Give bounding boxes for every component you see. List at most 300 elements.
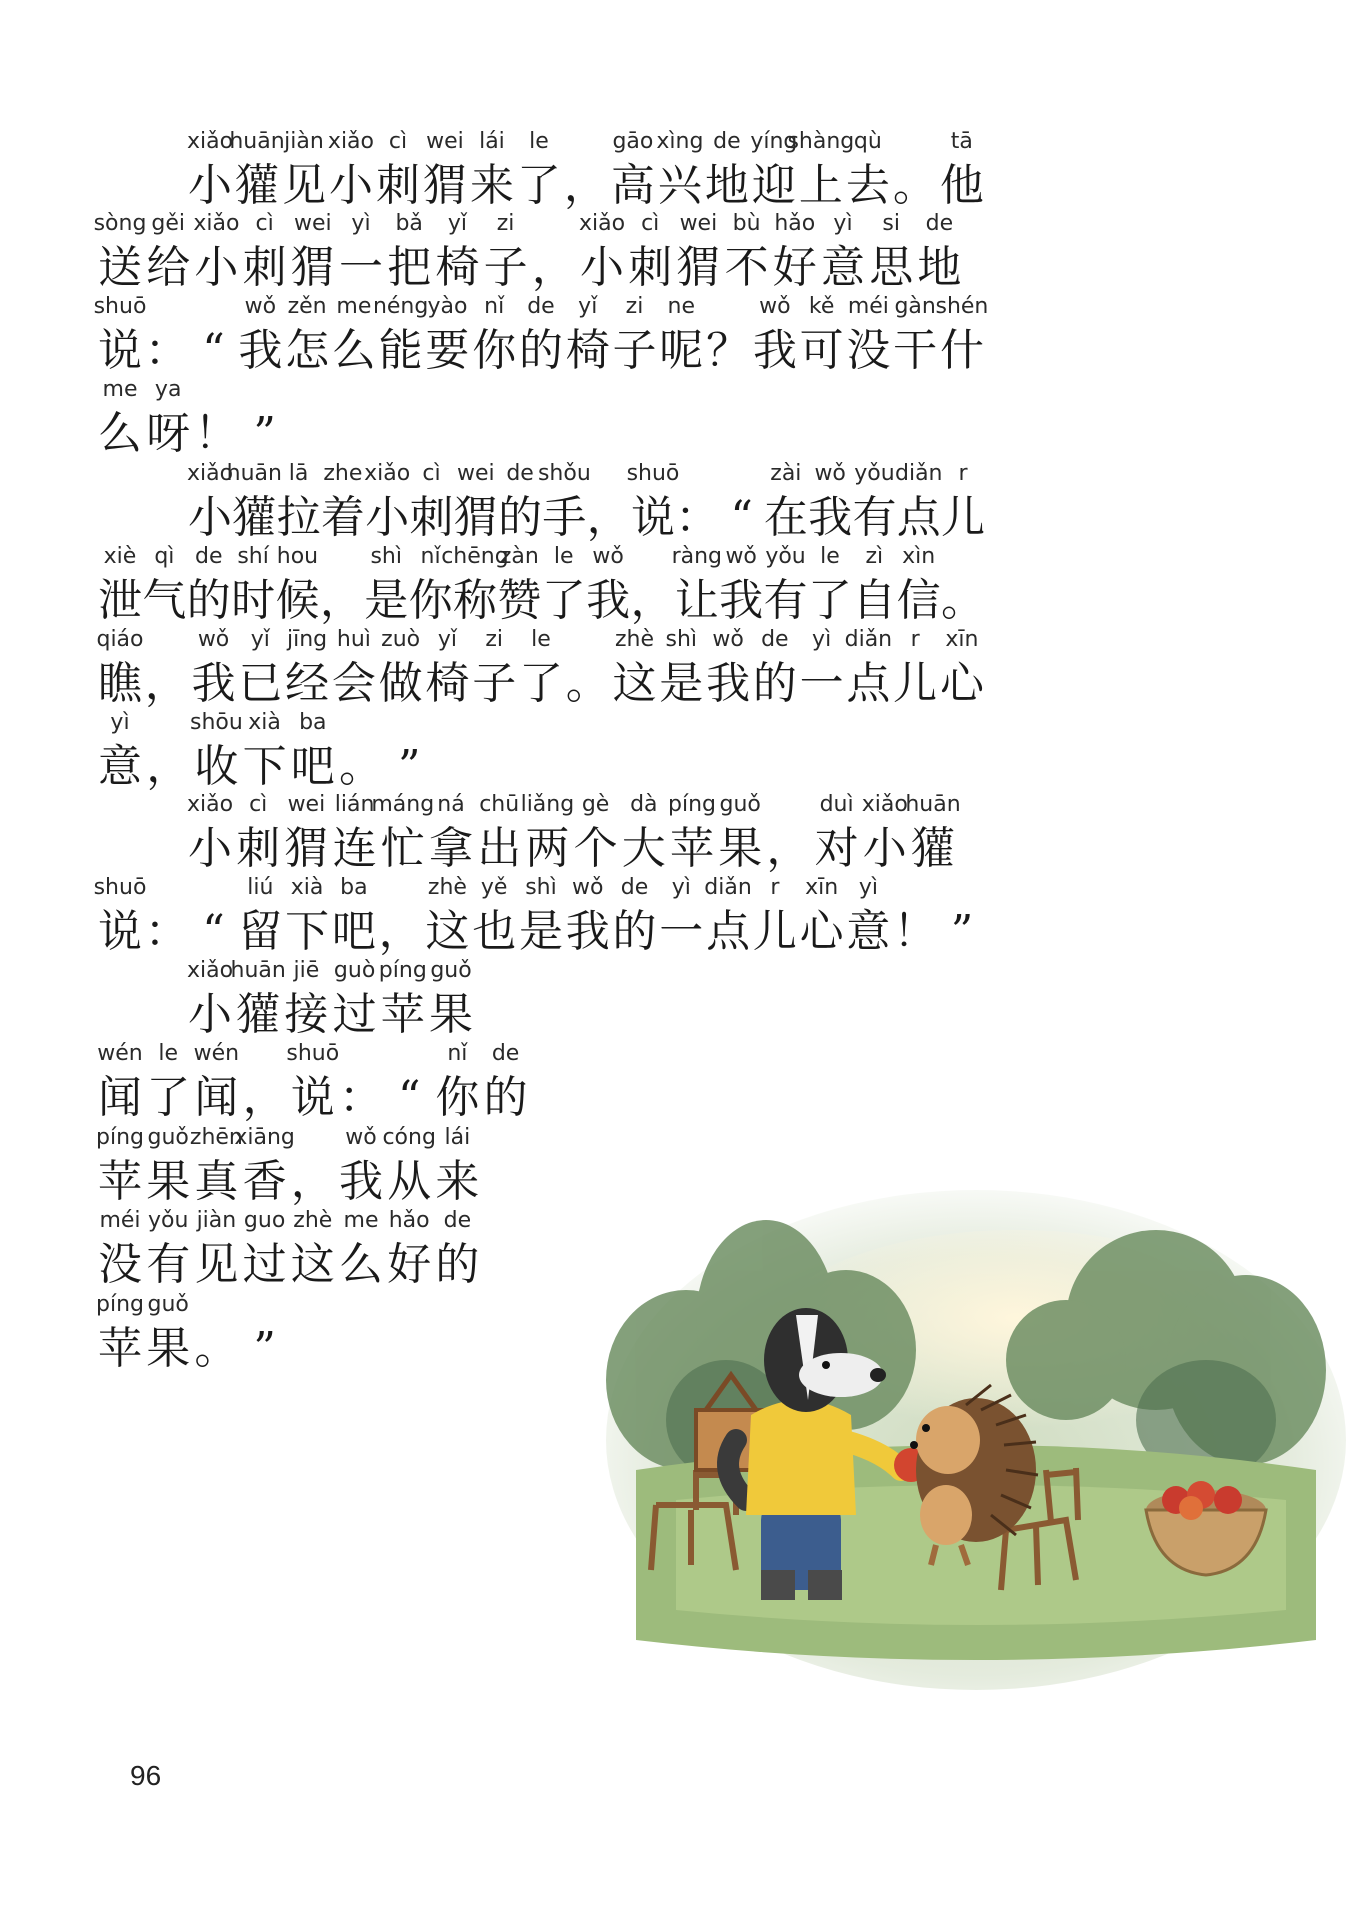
hanzi: 要: [425, 325, 470, 376]
hanzi: 椅: [425, 658, 470, 709]
hanzi: 没: [846, 325, 891, 376]
pinyin: xiāng: [234, 1125, 295, 1150]
hanzi: 下: [242, 741, 287, 792]
hanzi: 的: [435, 1239, 480, 1290]
pinyin: xiǎo: [578, 211, 626, 236]
pinyin: zhè: [427, 875, 467, 900]
pinyin: gàn: [894, 294, 936, 319]
hanzi: 小: [188, 823, 232, 874]
pinyin: shì: [525, 875, 557, 900]
pinyin: wǒ: [244, 294, 277, 319]
pinyin: ba: [299, 710, 327, 735]
pinyin: yì: [351, 211, 371, 236]
hanzi: 小: [188, 492, 232, 543]
pinyin: yì: [858, 875, 878, 900]
hanzi: 他: [939, 160, 984, 211]
pinyin: yì: [812, 627, 832, 652]
punctuation: ！: [893, 906, 938, 957]
hanzi: 对: [814, 823, 859, 874]
hanzi: 去: [845, 160, 890, 211]
pinyin: píng: [378, 958, 427, 983]
hanzi: 气: [142, 575, 187, 626]
pinyin: huān: [229, 129, 285, 154]
hanzi: 心: [799, 906, 844, 957]
pinyin: yǐ: [250, 627, 270, 652]
punctuation: ，: [378, 906, 423, 957]
hanzi: 的: [498, 492, 543, 543]
pinyin: yào: [427, 294, 468, 319]
hanzi: 出: [477, 823, 522, 874]
pinyin: xiè: [103, 544, 137, 569]
punctuation: ，: [630, 575, 675, 626]
punctuation: ？: [706, 325, 751, 376]
hanzi: 信: [896, 575, 941, 626]
hanzi: 了: [807, 575, 852, 626]
pinyin: liú: [247, 875, 274, 900]
hanzi: 你: [435, 1072, 480, 1123]
pinyin: shì: [370, 544, 402, 569]
hanzi: 经: [285, 658, 330, 709]
hanzi: 说: [290, 1072, 335, 1123]
hanzi: 接: [284, 989, 329, 1040]
pinyin: cóng: [382, 1125, 436, 1150]
hanzi: 这: [290, 1239, 335, 1290]
hanzi: 自: [852, 575, 897, 626]
hanzi: 香: [242, 1156, 287, 1207]
pinyin: guò: [333, 958, 376, 983]
hanzi: 来: [435, 1156, 480, 1207]
hanzi: 点: [896, 492, 941, 543]
hanzi: 闻: [98, 1072, 142, 1123]
hanzi: 有: [146, 1239, 191, 1290]
pinyin: me: [102, 377, 138, 402]
hanzi: 把: [387, 242, 432, 293]
pinyin: tā: [950, 129, 973, 154]
hanzi: 小: [194, 242, 239, 293]
pinyin: guǒ: [147, 1292, 189, 1317]
pinyin: shàng: [787, 129, 855, 154]
pinyin: wǒ: [814, 461, 846, 486]
hanzi: 做: [378, 658, 423, 709]
punctuation: 。: [892, 160, 937, 211]
pinyin: le: [531, 627, 551, 652]
hanzi: 獾: [911, 823, 955, 874]
pinyin: xiǎo: [186, 129, 234, 154]
pinyin: yì: [671, 875, 691, 900]
pinyin: de: [761, 627, 789, 652]
pinyin: yě: [480, 875, 508, 900]
hanzi: 说: [630, 492, 675, 543]
hanzi: 意: [846, 906, 891, 957]
hanzi: 过: [332, 989, 377, 1040]
hanzi: 会: [331, 658, 376, 709]
pinyin: r: [910, 627, 920, 652]
hanzi: 椅: [435, 242, 480, 293]
hanzi: 是: [364, 575, 409, 626]
pinyin: shǒu: [537, 461, 591, 486]
pinyin: gè: [581, 792, 610, 817]
pinyin: sòng: [93, 211, 147, 236]
hanzi: 我: [191, 658, 236, 709]
hanzi: 有: [763, 575, 808, 626]
hanzi: 真: [194, 1156, 239, 1207]
pinyin: zi: [496, 211, 515, 236]
hanzi: 意: [98, 741, 142, 792]
hanzi: 好: [387, 1239, 432, 1290]
pinyin: zuò: [381, 627, 421, 652]
punctuation: ”: [253, 408, 276, 459]
punctuation: ，: [531, 242, 576, 293]
pinyin: wén: [193, 1041, 240, 1066]
pinyin: cì: [249, 792, 268, 817]
pinyin: ne: [667, 294, 696, 319]
page-number: 96: [130, 1760, 162, 1791]
hanzi: 的: [518, 325, 563, 376]
hanzi: 拿: [429, 823, 473, 874]
hanzi: 我: [706, 658, 751, 709]
pinyin: ràng: [671, 544, 723, 569]
hanzi: 这: [425, 906, 470, 957]
pinyin: xiǎo: [327, 129, 374, 154]
hanzi: 獾: [236, 989, 281, 1040]
punctuation: “: [202, 906, 225, 957]
hanzi: 着: [320, 492, 365, 543]
pinyin: bǎ: [395, 211, 423, 236]
hanzi: 说: [98, 325, 142, 376]
hanzi: 手: [542, 492, 587, 543]
pinyin: wǒ: [345, 1125, 377, 1150]
pinyin: lián: [334, 792, 375, 817]
hanzi: 猬: [453, 492, 498, 543]
pinyin: huì: [336, 627, 371, 652]
pinyin: guǒ: [430, 958, 472, 983]
hanzi: 可: [799, 325, 844, 376]
pinyin: zěn: [287, 294, 327, 319]
hanzi: 刺: [375, 160, 420, 211]
punctuation: ，: [290, 1156, 335, 1207]
hanzi: 思: [869, 242, 914, 293]
punctuation: ，: [242, 1072, 287, 1123]
pinyin: huān: [226, 461, 282, 486]
illustration-badger-hedgehog: [596, 1170, 1350, 1690]
pinyin: xiǎo: [186, 958, 234, 983]
pinyin: bù: [732, 211, 761, 236]
hanzi: 能: [378, 325, 423, 376]
hanzi: 子: [472, 658, 517, 709]
hanzi: 刺: [628, 242, 673, 293]
pinyin: cì: [422, 461, 441, 486]
hanzi: 留: [238, 906, 283, 957]
hanzi: 一: [659, 906, 704, 957]
pinyin: zì: [865, 544, 884, 569]
hanzi: 收: [194, 741, 239, 792]
hanzi: 刺: [242, 242, 287, 293]
pinyin: hou: [276, 544, 319, 569]
pinyin: qiáo: [96, 627, 144, 652]
hanzi: 点: [846, 658, 891, 709]
pinyin: ná: [437, 792, 465, 817]
hanzi: 这: [612, 658, 657, 709]
pinyin: de: [620, 875, 649, 900]
pinyin: me: [336, 294, 372, 319]
pinyin: yíng: [750, 129, 798, 154]
hanzi: 称: [452, 575, 497, 626]
pinyin: xiǎo: [193, 211, 240, 236]
pinyin: ba: [340, 875, 368, 900]
hanzi: 见: [194, 1239, 239, 1290]
hanzi: 怎: [285, 325, 330, 376]
pinyin: yǒu: [765, 544, 806, 569]
hanzi: 子: [483, 242, 528, 293]
hanzi: 呢: [659, 325, 704, 376]
pinyin: shén: [935, 294, 989, 319]
pinyin: me: [343, 1208, 379, 1233]
pinyin: diǎn: [895, 461, 943, 486]
hanzi: 高: [610, 160, 655, 211]
pinyin: nǐ: [447, 1041, 468, 1066]
hanzi: 我: [752, 325, 797, 376]
pinyin: si: [882, 211, 900, 236]
hanzi: 说: [98, 906, 142, 957]
pinyin: jiàn: [196, 1208, 237, 1233]
pinyin: wei: [287, 792, 326, 817]
pinyin: jiàn: [284, 129, 324, 154]
hanzi: 么: [331, 325, 376, 376]
pinyin: xià: [290, 875, 324, 900]
pinyin: máng: [371, 792, 435, 817]
pinyin: guǒ: [719, 792, 761, 817]
pinyin: le: [820, 544, 840, 569]
hanzi: 两: [525, 823, 570, 874]
pinyin: yǐ: [437, 627, 457, 652]
hanzi: 子: [612, 325, 657, 376]
hanzi: 是: [518, 906, 563, 957]
pinyin: guo: [243, 1208, 286, 1233]
pinyin: hǎo: [774, 211, 816, 236]
pinyin: xiǎo: [861, 792, 908, 817]
pinyin: gāo: [612, 129, 654, 154]
pinyin: huān: [230, 958, 286, 983]
hanzi: 刺: [409, 492, 454, 543]
hanzi: 心: [939, 658, 984, 709]
pinyin: xiǎo: [186, 461, 234, 486]
pinyin: wei: [293, 211, 332, 236]
punctuation: 。: [565, 658, 610, 709]
hanzi: 獾: [234, 160, 279, 211]
hanzi: 了: [146, 1072, 191, 1123]
pinyin: xià: [248, 710, 281, 735]
hanzi: 一: [799, 658, 844, 709]
hanzi: 瞧: [98, 658, 142, 709]
punctuation: ”: [950, 906, 974, 957]
pinyin: hǎo: [388, 1208, 430, 1233]
hanzi: 是: [659, 658, 704, 709]
pinyin: shì: [665, 627, 698, 652]
punctuation: ：: [144, 325, 189, 376]
pinyin: lái: [444, 1125, 471, 1150]
hanzi: 儿: [752, 906, 797, 957]
pinyin: xiǎo: [186, 792, 234, 817]
hanzi: 果: [146, 1156, 191, 1207]
pinyin: de: [925, 211, 954, 236]
hanzi: 果: [429, 989, 473, 1040]
pinyin: guǒ: [147, 1125, 189, 1150]
pinyin: yì: [833, 211, 853, 236]
pinyin: xīn: [805, 875, 839, 900]
pinyin: wén: [97, 1041, 143, 1066]
hanzi: 了: [541, 575, 586, 626]
pinyin: jīng: [287, 627, 328, 652]
hanzi: 候: [275, 575, 320, 626]
hanzi: 迎: [751, 160, 796, 211]
pinyin: dà: [630, 792, 658, 817]
hanzi: 椅: [565, 325, 610, 376]
punctuation: “: [202, 325, 225, 376]
hanzi: 下: [285, 906, 330, 957]
hanzi: 么: [339, 1239, 383, 1290]
pinyin: de: [713, 129, 741, 154]
pinyin: ya: [154, 377, 182, 402]
hanzi: 你: [408, 575, 453, 626]
hanzi: 儿: [941, 492, 986, 543]
hanzi: 在: [763, 492, 808, 543]
hanzi: 猬: [422, 160, 467, 211]
hanzi: 泄: [98, 575, 142, 626]
hanzi: 我: [238, 325, 283, 376]
pinyin: diǎn: [844, 627, 893, 652]
hanzi: 一: [339, 242, 383, 293]
pinyin: jiē: [293, 958, 320, 983]
pinyin: de: [194, 544, 223, 569]
pinyin: shuō: [93, 294, 147, 319]
pinyin: xiǎo: [364, 461, 411, 486]
pinyin: nǐ: [420, 544, 441, 569]
pinyin: qù: [853, 129, 882, 154]
hanzi: 的: [612, 906, 657, 957]
hanzi: 有: [852, 492, 897, 543]
hanzi: 点: [706, 906, 751, 957]
hanzi: 小: [862, 823, 907, 874]
pinyin: zhè: [615, 627, 655, 652]
pinyin: chēng: [441, 544, 509, 569]
pinyin: shōu: [189, 710, 243, 735]
hanzi: 我: [719, 575, 764, 626]
hanzi: 给: [146, 242, 191, 293]
hanzi: 猬: [284, 823, 329, 874]
hanzi: 地: [704, 160, 749, 211]
hanzi: 我: [565, 906, 610, 957]
hanzi: 意: [821, 242, 865, 293]
pinyin: zhēn: [189, 1125, 243, 1150]
punctuation: ，: [766, 823, 811, 874]
pinyin: xìn: [902, 544, 936, 569]
pinyin: kě: [808, 294, 835, 319]
hanzi: 的: [483, 1072, 528, 1123]
pinyin: lái: [479, 129, 505, 154]
pinyin: cì: [388, 129, 408, 154]
pinyin: nǐ: [484, 294, 505, 319]
hanzi: 小: [580, 242, 624, 293]
pinyin: wǒ: [712, 627, 744, 652]
pinyin: le: [553, 544, 574, 569]
hanzi: 好: [772, 242, 817, 293]
pinyin: xīn: [945, 627, 979, 652]
hanzi: 我: [339, 1156, 383, 1207]
hanzi: 也: [472, 906, 517, 957]
hanzi: 见: [281, 160, 326, 211]
pinyin: shuō: [626, 461, 680, 486]
pinyin: chū: [479, 792, 520, 817]
hanzi: 让: [674, 575, 719, 626]
punctuation: ”: [397, 741, 421, 792]
pinyin: zàn: [499, 544, 539, 569]
pinyin: wei: [679, 211, 718, 236]
pinyin: yǐ: [447, 211, 467, 236]
punctuation: ，: [319, 575, 364, 626]
hanzi: 么: [98, 408, 142, 459]
punctuation: “: [397, 1072, 421, 1123]
pinyin: de: [443, 1208, 472, 1233]
pinyin: yǒu: [147, 1208, 189, 1233]
hanzi: 忙: [380, 823, 425, 874]
pinyin: huān: [905, 792, 961, 817]
hanzi: 獾: [232, 492, 277, 543]
hanzi: 什: [939, 325, 984, 376]
pinyin: shuō: [286, 1041, 340, 1066]
hanzi: 小: [188, 160, 232, 211]
hanzi: 儿: [893, 658, 938, 709]
pinyin: diǎn: [704, 875, 752, 900]
pinyin: le: [158, 1041, 179, 1066]
pinyin: de: [527, 294, 555, 319]
hanzi: 呀: [146, 408, 191, 459]
hanzi: 过: [242, 1239, 287, 1290]
pinyin: duì: [819, 792, 854, 817]
pinyin: le: [529, 129, 549, 154]
pinyin: píng: [668, 792, 716, 817]
hanzi: 苹: [380, 989, 425, 1040]
pinyin: zi: [625, 294, 644, 319]
punctuation: ”: [253, 1323, 276, 1374]
hanzi: 猬: [290, 242, 335, 293]
hanzi: 的: [186, 575, 231, 626]
hanzi: 果: [146, 1323, 191, 1374]
pinyin: néng: [372, 294, 429, 319]
pinyin: wǒ: [572, 875, 604, 900]
hanzi: 闻: [194, 1072, 239, 1123]
hanzi: 我: [808, 492, 853, 543]
hanzi: 没: [98, 1239, 142, 1290]
pinyin: cì: [255, 211, 274, 236]
pinyin: zài: [770, 461, 802, 486]
pinyin: shí: [237, 544, 269, 569]
hanzi: 已: [238, 658, 283, 709]
pinyin: liǎng: [520, 792, 575, 817]
pinyin: wǒ: [197, 627, 230, 652]
pinyin: yǐ: [578, 294, 598, 319]
pinyin: zi: [485, 627, 504, 652]
pinyin: méi: [847, 294, 889, 319]
hanzi: 从: [387, 1156, 432, 1207]
punctuation: 。: [194, 1323, 239, 1374]
pinyin: wǒ: [759, 294, 791, 319]
hanzi: 吧: [290, 741, 335, 792]
hanzi: 果: [718, 823, 763, 874]
punctuation: ：: [144, 906, 189, 957]
hanzi: 了: [516, 160, 561, 211]
punctuation: ，: [563, 160, 608, 211]
pinyin: yǒu: [854, 461, 895, 486]
